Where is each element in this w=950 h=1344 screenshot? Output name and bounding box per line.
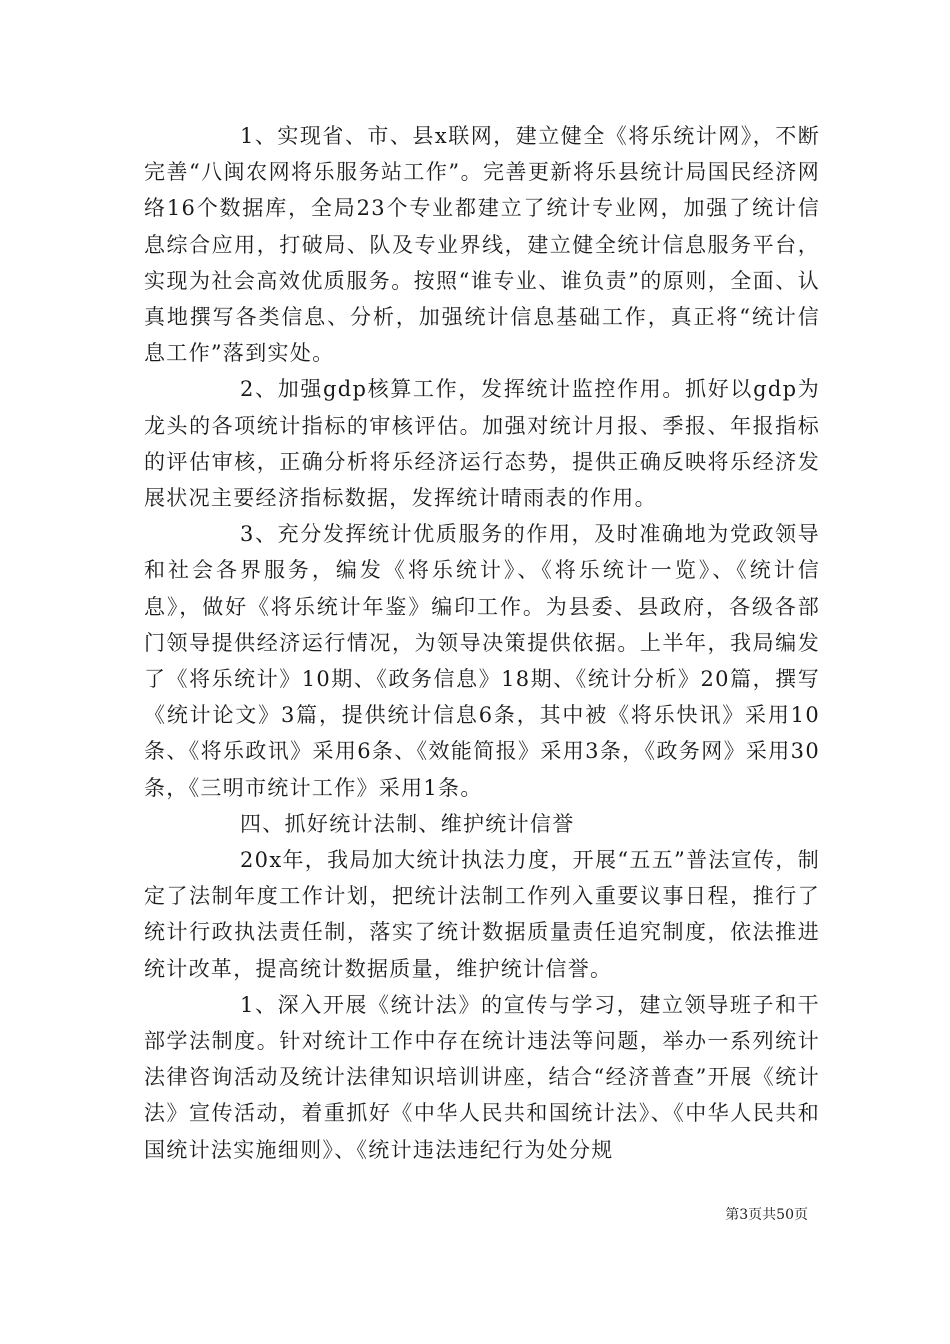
document-body bbox=[144, 118, 820, 1168]
section-heading-legal: 四、抓好统计法制、维护统计信誉 bbox=[240, 811, 575, 836]
paragraph-law-study: 1、深入开展《统计法》的宣传与学习，建立领导班子和干部学法制度。针对统计工作中存在统计违法等问题，举办一系列统计法律咨询活动及统计法律知识培训讲座，结合“经济普查”开展《统计法》宣传活动，着重抓好《中华人民共和国统计法》、《中华人民共和国统计法实施细则》、《统计违法违纪行为处分规 bbox=[144, 992, 820, 1162]
paragraph-gdp: 2、加强gdp核算工作，发挥统计监控作用。抓好以gdp为龙头的各项统计指标的审核评估。加强对统计月报、季报、年报指标的评估审核，正确分析将乐经济运行态势，提供正确反映将乐经济发展状况主要经济指标数据，发挥统计晴雨表的作用。 bbox=[144, 377, 820, 511]
paragraph-service: 3、充分发挥统计优质服务的作用，及时准确地为党政领导和社会各界服务，编发《将乐统计》、《将乐统计一览》、《统计信息》，做好《将乐统计年鉴》编印工作。为县委、县政府，各级各部门领导提供经济运行情况，为领导决策提供依据。上半年，我局编发了《将乐统计》10期、《政务信息》18期、《统计分析》20篇，撰写《统计论文》3篇，提供统计信息6条，其中被《将乐快讯》采用10条、《将乐政讯》采用6条、《效能简报》采用3条，《政务网》采用30条，《三明市统计工作》采用1条。 bbox=[144, 522, 820, 800]
page-number-footer: 第3页共50页 bbox=[725, 1207, 808, 1223]
paragraph-network: 1、实现省、市、县x联网，建立健全《将乐统计网》，不断完善“八闽农网将乐服务站工作”。完善更新将乐县统计局国民经济网络16个数据库，全局23个专业都建立了统计专业网，加强了统计信息综合应用，打破局、队及专业界线，建立健全统计信息服务平台，实现为社会高效优质服务。按照“谁专业、谁负责”的原则，全面、认真地撰写各类信息、分析，加强统计信息基础工作，真正将“统计信息工作”落到实处。 bbox=[144, 124, 820, 366]
paragraph-enforcement: 20x年，我局加大统计执法力度，开展“五五”普法宣传，制定了法制年度工作计划，把统计法制工作列入重要议事日程，推行了统计行政执法责任制，落实了统计数据质量责任追究制度，依法推进统计改革，提高统计数据质量，维护统计信誉。 bbox=[144, 848, 820, 981]
